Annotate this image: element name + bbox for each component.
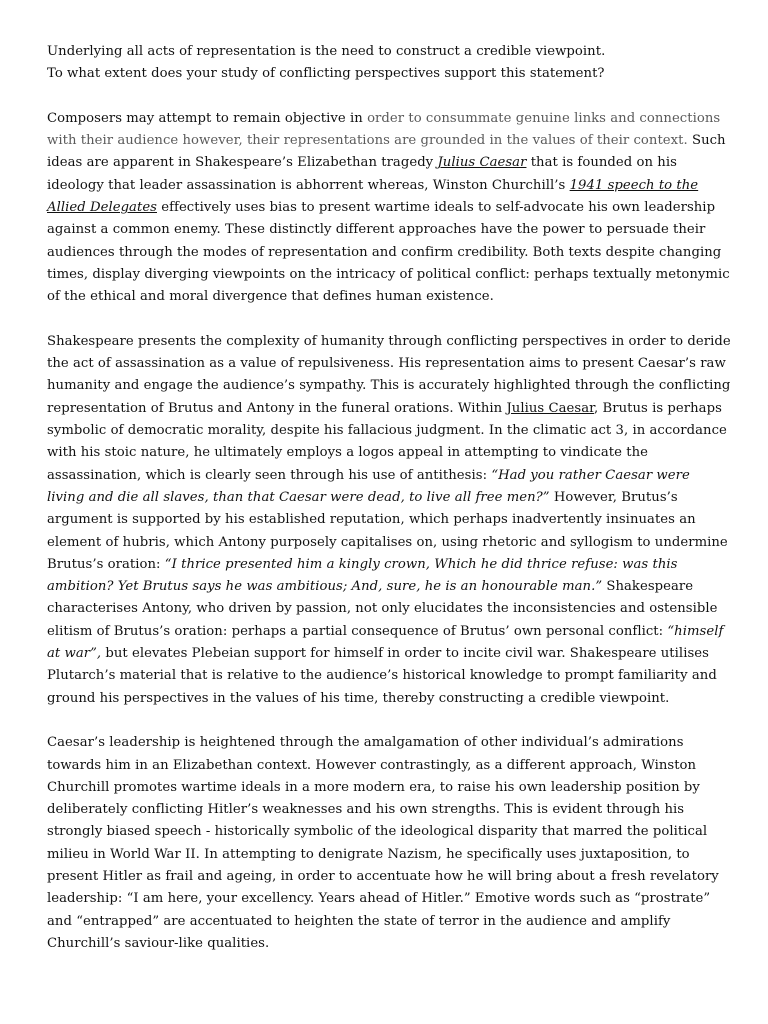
intro-text: that is founded on his ideology that leader assassination is abhorrent whereas, Winston Churchill’s <box>47 155 677 193</box>
body-text: , Brutus is perhaps symbolic of democratic morality, despite his fallacious judgment. In the climatic act 3, in accordance with his stoic nature, he ultimately employs a logos appeal in attempting to vindicate the assassination, which is clearly seen through his use of antithesis: <box>47 400 727 483</box>
himself-at-war-quote: “himself at war”, <box>47 623 724 662</box>
essay-question <box>47 41 731 86</box>
paragraph-spacer <box>47 309 731 331</box>
body-text: Shakespeare presents the complexity of humanity through conflicting perspectives in order to deride the act of assassination as a value of repulsiveness. His representation aims to present Caesar’s raw humanity and engage the audience’s sympathy. This is accurately highlighted through the conflicting representation of Brutus and Antony in the funeral orations. Within <box>47 333 731 416</box>
essay-page <box>47 41 731 955</box>
julius-caesar-title: Julius Caesar <box>437 155 527 171</box>
body-text: However, Brutus’s argument is supported by his established reputation, which perhaps inadvertently insinuates an element of hubris, which Antony purposely capitalises on, using rhetoric and syllogism to undermine Brutus’s oration: <box>47 489 728 572</box>
intro-grey-text: order to consummate genuine links and connections with their audience however, their representations are grounded in the values of their context. <box>47 110 721 149</box>
paragraph-spacer <box>47 710 731 732</box>
body-text: Shakespeare characterises Antony, who driven by passion, not only elucidates the inconsistencies and ostensible elitism of Brutus’s oration: perhaps a partial consequence of Brutus’ own personal conflict: <box>47 579 718 639</box>
question-line-1: Underlying all acts of representation is the need to construct a credible viewpoint. <box>47 44 606 59</box>
introduction-paragraph <box>47 108 731 309</box>
brutus-quote: “Had you rather Caesar were living and die all slaves, than that Caesar were dead, to live all free men?” <box>47 467 690 505</box>
julius-caesar-title: Julius Caesar <box>506 400 595 416</box>
churchill-speech-title: 1941 speech to the Allied Delegates <box>47 177 699 216</box>
question-line-2: To what extent does your study of conflicting perspectives support this statement? <box>47 66 605 82</box>
body-paragraph-churchill <box>47 732 731 955</box>
intro-text: effectively uses bias to present wartime ideals to self-advocate his own leadership against a common enemy. These distinctly different approaches have the power to persuade their audiences through the modes of representation and confirm credibility. Both texts despite changing times, display diverging viewpoints on the intricacy of political conflict: perhaps textually metonymic of the ethical and moral divergence that defines human existence. <box>47 200 730 305</box>
body-paragraph-shakespeare <box>47 331 731 710</box>
body-text: but elevates Plebeian support for himself in order to incite civil war. Shakespeare utilises Plutarch’s material that is relative to the audience’s historical knowledge to prompt familiarity and ground his perspectives in the values of his time, thereby constructing a credible viewpoint. <box>47 646 717 706</box>
paragraph-spacer <box>47 86 731 108</box>
body-text: Caesar’s leadership is heightened through the amalgamation of other individual’s admirations towards him in an Elizabethan context. However contrastingly, as a different approach, Winston Churchill promotes wartime ideals in a more modern era, to raise his own leadership position by deliberately conflicting Hitler’s weaknesses and his own strengths. This is evident through his strongly biased speech - historically symbolic of the ideological disparity that marred the political milieu in World War II. In attempting to denigrate Nazism, he specifically uses juxtaposition, to present Hitler as frail and ageing, in order to accentuate how he will bring about a fresh revelatory leadership: “I am here, your excellency. Years ahead of Hitler.” Emotive words such as “prostrate” and “entrapped” are accentuated to heighten the state of terror in the audience and amplify Churchill’s saviour-like qualities. <box>47 735 719 951</box>
intro-text: Composers may attempt to remain objective in <box>47 110 368 126</box>
antony-quote: “I thrice presented him a kingly crown, Which he did thrice refuse: was this ambition? Yet Brutus says he was ambitious; And, sure, he is an honourable man.” <box>47 556 678 595</box>
intro-text: Such ideas are apparent in Shakespeare’s Elizabethan tragedy <box>47 133 726 171</box>
